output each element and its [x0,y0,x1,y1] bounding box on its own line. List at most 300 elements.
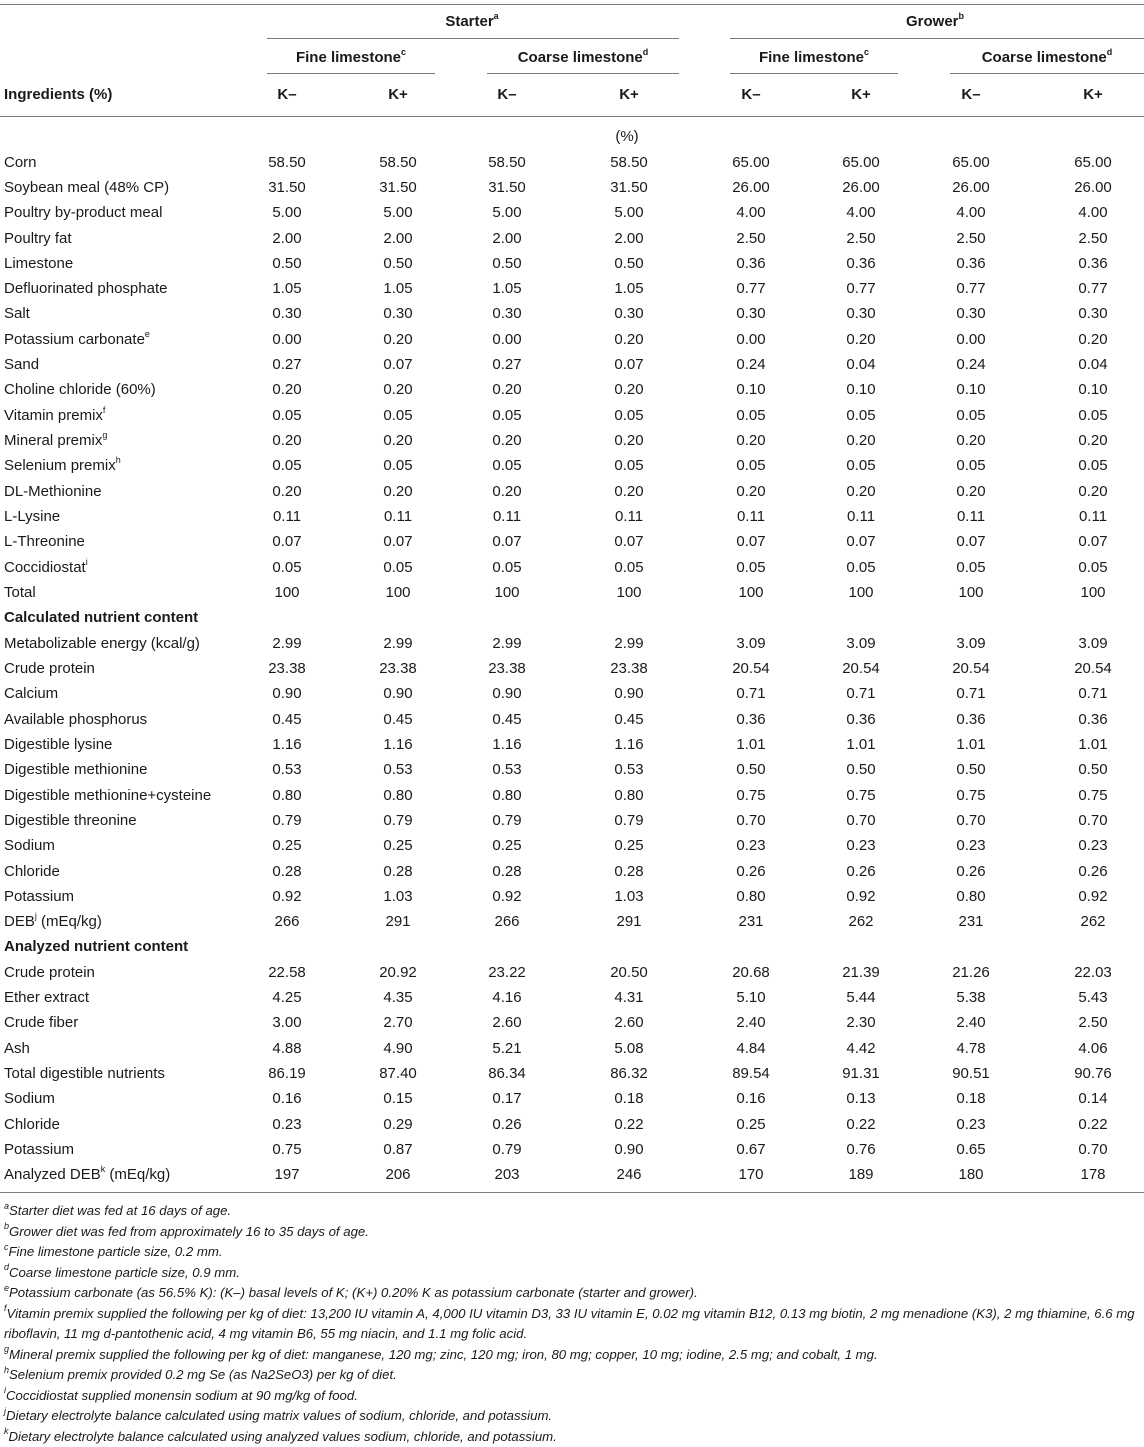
cell-value: 58.50 [589,150,669,175]
cell-value: 0.30 [711,301,791,326]
cell-value: 189 [821,1162,901,1187]
cell-value: 0.75 [247,1137,327,1162]
row-label: Selenium premix$^h$ [4,453,121,478]
cell-value: 0.20 [467,377,547,402]
cell-value: 0.20 [821,479,901,504]
table-row [0,175,1144,200]
row-label: Sodium [4,833,55,858]
cell-value: 0.20 [467,479,547,504]
row-label: L-Lysine [4,504,60,529]
row-label: Ash [4,1036,30,1061]
cell-value: 0.75 [821,783,901,808]
cell-value: 0.71 [1053,681,1133,706]
cell-value: 0.05 [821,403,901,428]
cell-value: 1.01 [821,732,901,757]
row-label: Calcium [4,681,58,706]
row-label: Chloride [4,859,60,884]
cell-value: 0.36 [931,251,1011,276]
cell-value: 4.90 [358,1036,438,1061]
cell-value: 0.20 [931,428,1011,453]
cell-value: 3.09 [1053,631,1133,656]
cell-value: 5.43 [1053,985,1133,1010]
cell-value: 0.07 [247,529,327,554]
table-row [0,732,1144,757]
cell-value: 23.38 [589,656,669,681]
cell-value: 1.05 [589,276,669,301]
cell-value: 0.23 [931,1112,1011,1137]
cell-value: 1.01 [931,732,1011,757]
cell-value: 0.05 [467,555,547,580]
footnote: $^f$Vitamin premix supplied the following per kg of diet: 13,200 IU vitamin A, 4,000 IU vitamin D3, 33 IU vitamin E, 0.02 mg vitamin B12, 0.13 mg biotin, 2 mg menadione (K3), 2 mg thiamine, 6.6 mg riboflavin, 11 mg d-pantothenic acid, 4 mg vitamin B6, 55 mg niacin, and 1.1 mg folic acid. [4,1304,1142,1345]
cell-value: 0.20 [589,479,669,504]
header-grower-coarse: Coarse limestone$^d$ [950,49,1144,67]
cell-value: 4.00 [711,200,791,225]
table-row [0,859,1144,884]
cell-value: 0.20 [821,327,901,352]
cell-value: 0.23 [931,833,1011,858]
cell-value: 5.10 [711,985,791,1010]
cell-value: 0.07 [589,352,669,377]
cell-value: 65.00 [711,150,791,175]
cell-value: 0.53 [589,757,669,782]
header-grower-fine: Fine limestone$^c$ [730,49,898,67]
cell-value: 0.22 [821,1112,901,1137]
cell-value: 0.28 [467,859,547,884]
cell-value: 0.45 [467,707,547,732]
cell-value: 1.05 [247,276,327,301]
cell-value: 0.23 [1053,833,1133,858]
cell-value: 0.92 [247,884,327,909]
cell-value: 0.18 [931,1086,1011,1111]
cell-value: 22.03 [1053,960,1133,985]
cell-value: 0.17 [467,1086,547,1111]
section-title: Analyzed nutrient content [4,934,188,959]
table-row [0,580,1144,605]
cell-value: 0.10 [931,377,1011,402]
cell-value: 0.05 [711,453,791,478]
cell-value: 0.20 [358,479,438,504]
cell-value: 0.05 [358,453,438,478]
table-row [0,1061,1144,1086]
cell-value: 0.92 [1053,884,1133,909]
cell-value: 206 [358,1162,438,1187]
cell-value: 0.90 [358,681,438,706]
grower-rule [730,38,1144,39]
cell-value: 5.08 [589,1036,669,1061]
cell-value: 0.20 [589,428,669,453]
cell-value: 0.36 [711,707,791,732]
cell-value: 0.11 [589,504,669,529]
cell-value: 0.10 [1053,377,1133,402]
cell-value: 0.05 [589,403,669,428]
cell-value: 0.04 [821,352,901,377]
cell-value: 0.30 [358,301,438,326]
cell-value: 5.00 [247,200,327,225]
cell-value: 2.99 [358,631,438,656]
cell-value: 100 [247,580,327,605]
cell-value: 0.65 [931,1137,1011,1162]
cell-value: 0.80 [467,783,547,808]
table-row [0,960,1144,985]
table-row [0,226,1144,251]
footnote: $^c$Fine limestone particle size, 0.2 mm. [4,1242,1142,1263]
cell-value: 0.26 [1053,859,1133,884]
cell-value: 4.78 [931,1036,1011,1061]
cell-value: 0.30 [589,301,669,326]
cell-value: 2.70 [358,1010,438,1035]
row-label: Crude protein [4,960,95,985]
cell-value: 0.07 [589,529,669,554]
table-row [0,377,1144,402]
cell-value: 180 [931,1162,1011,1187]
cell-value: 2.00 [589,226,669,251]
cell-value: 58.50 [247,150,327,175]
cell-value: 0.53 [467,757,547,782]
cell-value: 0.30 [821,301,901,326]
cell-value: 23.22 [467,960,547,985]
cell-value: 0.70 [711,808,791,833]
cell-value: 0.20 [247,479,327,504]
cell-value: 65.00 [821,150,901,175]
cell-value: 0.79 [358,808,438,833]
cell-value: 0.25 [711,1112,791,1137]
cell-value: 0.10 [711,377,791,402]
cell-value: 0.07 [711,529,791,554]
row-label: Potassium [4,884,74,909]
cell-value: 0.20 [358,377,438,402]
cell-value: 0.22 [1053,1112,1133,1137]
starter-rule [267,38,679,39]
cell-value: 0.50 [1053,757,1133,782]
cell-value: 0.27 [467,352,547,377]
cell-value: 20.54 [711,656,791,681]
cell-value: 0.87 [358,1137,438,1162]
cell-value: 0.80 [711,884,791,909]
cell-value: 0.67 [711,1137,791,1162]
cell-value: 20.54 [1053,656,1133,681]
cell-value: 0.30 [467,301,547,326]
cell-value: 0.26 [931,859,1011,884]
header-col-4: K+ [589,86,669,104]
cell-value: 231 [711,909,791,934]
cell-value: 1.01 [1053,732,1133,757]
cell-value: 0.45 [358,707,438,732]
cell-value: 0.11 [931,504,1011,529]
cell-value: 0.20 [711,479,791,504]
cell-value: 20.92 [358,960,438,985]
cell-value: 0.79 [467,808,547,833]
footnote: $^e$Potassium carbonate (as 56.5% K): (K–) basal levels of K; (K+) 0.20% K as potassium carbonate (starter and grower). [4,1283,1142,1304]
cell-value: 0.70 [931,808,1011,833]
table-row [0,656,1144,681]
row-label: Vitamin premix$^f$ [4,403,105,428]
cell-value: 266 [247,909,327,934]
cell-value: 4.88 [247,1036,327,1061]
table-row [0,555,1144,580]
cell-value: 0.00 [247,327,327,352]
cell-value: 91.31 [821,1061,901,1086]
cell-value: 2.60 [589,1010,669,1035]
cell-value: 0.20 [1053,327,1133,352]
cell-value: 5.21 [467,1036,547,1061]
row-label: Defluorinated phosphate [4,276,167,301]
row-label: Potassium [4,1137,74,1162]
cell-value: 23.38 [247,656,327,681]
table-row [0,327,1144,352]
starter-coarse-rule [487,73,679,74]
row-label: Digestible methionine [4,757,147,782]
cell-value: 26.00 [711,175,791,200]
cell-value: 87.40 [358,1061,438,1086]
section-header-row [0,605,1144,630]
row-label: Potassium carbonate$^e$ [4,327,150,352]
row-label: DEB$^j$ (mEq/kg) [4,909,102,934]
header-col-3: K– [467,86,547,104]
cell-value: 0.05 [358,555,438,580]
table-row [0,1112,1144,1137]
cell-value: 5.00 [467,200,547,225]
cell-value: 2.50 [1053,226,1133,251]
table-row [0,529,1144,554]
cell-value: 0.50 [358,251,438,276]
cell-value: 0.26 [821,859,901,884]
cell-value: 0.36 [821,707,901,732]
cell-value: 0.20 [589,377,669,402]
cell-value: 0.71 [821,681,901,706]
cell-value: 5.00 [358,200,438,225]
cell-value: 0.14 [1053,1086,1133,1111]
cell-value: 262 [1053,909,1133,934]
cell-value: 58.50 [358,150,438,175]
cell-value: 266 [467,909,547,934]
cell-value: 0.16 [247,1086,327,1111]
cell-value: 0.70 [1053,1137,1133,1162]
cell-value: 1.16 [467,732,547,757]
cell-value: 100 [358,580,438,605]
cell-value: 1.05 [467,276,547,301]
cell-value: 31.50 [467,175,547,200]
cell-value: 2.00 [467,226,547,251]
cell-value: 0.07 [1053,529,1133,554]
table-row [0,1010,1144,1035]
table-row [0,1162,1144,1187]
cell-value: 0.70 [821,808,901,833]
cell-value: 2.60 [467,1010,547,1035]
row-label: Soybean meal (48% CP) [4,175,169,200]
cell-value: 0.05 [467,403,547,428]
cell-value: 291 [589,909,669,934]
table-row [0,909,1144,934]
footnote: $^b$Grower diet was fed from approximately 16 to 35 days of age. [4,1222,1142,1243]
cell-value: 0.76 [821,1137,901,1162]
row-label: Crude fiber [4,1010,78,1035]
cell-value: 0.79 [247,808,327,833]
header-bottom-rule [0,116,1144,117]
cell-value: 100 [931,580,1011,605]
header-col-6: K+ [821,86,901,104]
cell-value: 0.90 [589,681,669,706]
table-row [0,403,1144,428]
cell-value: 0.11 [1053,504,1133,529]
cell-value: 3.09 [711,631,791,656]
footnote: $^i$Coccidiostat supplied monensin sodium at 90 mg/kg of food. [4,1386,1142,1407]
cell-value: 1.01 [711,732,791,757]
cell-value: 0.90 [247,681,327,706]
cell-value: 20.54 [931,656,1011,681]
cell-value: 0.11 [711,504,791,529]
table-row [0,1086,1144,1111]
row-label: DL-Methionine [4,479,102,504]
cell-value: 0.26 [711,859,791,884]
header-col-7: K– [931,86,1011,104]
cell-value: 4.25 [247,985,327,1010]
table-row [0,1137,1144,1162]
cell-value: 0.05 [931,555,1011,580]
footnote: $^k$Dietary electrolyte balance calculated using analyzed values sodium, chloride, and potassium. [4,1427,1142,1447]
cell-value: 0.07 [358,529,438,554]
cell-value: 86.34 [467,1061,547,1086]
cell-value: 1.05 [358,276,438,301]
table-row [0,757,1144,782]
cell-value: 0.75 [711,783,791,808]
unit-label: (%) [0,125,1144,149]
header-grower: Grower$^b$ [730,13,1140,31]
cell-value: 5.38 [931,985,1011,1010]
cell-value: 0.05 [821,453,901,478]
cell-value: 0.45 [589,707,669,732]
cell-value: 2.30 [821,1010,901,1035]
cell-value: 0.05 [931,453,1011,478]
cell-value: 20.50 [589,960,669,985]
cell-value: 23.38 [467,656,547,681]
cell-value: 2.99 [467,631,547,656]
row-label: Chloride [4,1112,60,1137]
table-row [0,352,1144,377]
cell-value: 89.54 [711,1061,791,1086]
footnote: $^h$Selenium premix provided 0.2 mg Se (as Na2SeO3) per kg of diet. [4,1365,1142,1386]
table-row [0,808,1144,833]
cell-value: 0.28 [589,859,669,884]
cell-value: 0.11 [358,504,438,529]
table-row [0,884,1144,909]
cell-value: 0.05 [589,555,669,580]
cell-value: 0.20 [358,327,438,352]
cell-value: 0.20 [1053,428,1133,453]
row-label: Total [4,580,36,605]
footnotes [4,1201,1142,1447]
cell-value: 0.07 [931,529,1011,554]
cell-value: 0.92 [821,884,901,909]
cell-value: 0.05 [711,555,791,580]
cell-value: 1.16 [589,732,669,757]
table-row [0,479,1144,504]
header-starter-coarse: Coarse limestone$^d$ [487,49,679,67]
cell-value: 3.09 [821,631,901,656]
cell-value: 2.99 [589,631,669,656]
table-row [0,1036,1144,1061]
cell-value: 0.20 [247,428,327,453]
cell-value: 2.50 [821,226,901,251]
cell-value: 31.50 [358,175,438,200]
cell-value: 0.23 [821,833,901,858]
cell-value: 0.05 [247,453,327,478]
cell-value: 2.00 [247,226,327,251]
cell-value: 0.36 [1053,251,1133,276]
cell-value: 0.05 [247,403,327,428]
cell-value: 0.80 [931,884,1011,909]
cell-value: 0.36 [931,707,1011,732]
row-label: Poultry fat [4,226,72,251]
cell-value: 0.05 [931,403,1011,428]
cell-value: 178 [1053,1162,1133,1187]
cell-value: 1.16 [358,732,438,757]
cell-value: 0.50 [931,757,1011,782]
cell-value: 26.00 [931,175,1011,200]
footnote: $^a$Starter diet was fed at 16 days of age. [4,1201,1142,1222]
cell-value: 26.00 [821,175,901,200]
cell-value: 0.11 [821,504,901,529]
cell-value: 0.04 [1053,352,1133,377]
cell-value: 5.00 [589,200,669,225]
row-label: Salt [4,301,30,326]
body-bottom-rule [0,1192,1144,1193]
header-col-2: K+ [358,86,438,104]
cell-value: 0.20 [589,327,669,352]
cell-value: 203 [467,1162,547,1187]
row-label: Mineral premix$^g$ [4,428,107,453]
table-row [0,200,1144,225]
table-row [0,833,1144,858]
cell-value: 0.50 [589,251,669,276]
cell-value: 4.42 [821,1036,901,1061]
cell-value: 0.07 [358,352,438,377]
table-row [0,276,1144,301]
cell-value: 20.68 [711,960,791,985]
row-label: Digestible threonine [4,808,137,833]
cell-value: 0.50 [821,757,901,782]
cell-value: 90.76 [1053,1061,1133,1086]
cell-value: 0.53 [358,757,438,782]
cell-value: 0.36 [821,251,901,276]
cell-value: 0.20 [931,479,1011,504]
cell-value: 2.99 [247,631,327,656]
cell-value: 2.50 [1053,1010,1133,1035]
cell-value: 231 [931,909,1011,934]
cell-value: 0.24 [931,352,1011,377]
cell-value: 0.05 [589,453,669,478]
cell-value: 0.77 [821,276,901,301]
cell-value: 0.25 [358,833,438,858]
cell-value: 0.07 [821,529,901,554]
row-label: Corn [4,150,37,175]
row-label: Ether extract [4,985,89,1010]
row-label: Coccidiostat$^i$ [4,555,88,580]
cell-value: 100 [589,580,669,605]
cell-value: 0.80 [589,783,669,808]
cell-value: 31.50 [247,175,327,200]
table-row [0,681,1144,706]
cell-value: 0.23 [711,833,791,858]
cell-value: 0.11 [467,504,547,529]
row-label: Limestone [4,251,73,276]
row-label: Analyzed DEB$^k$ (mEq/kg) [4,1162,170,1187]
row-label: Total digestible nutrients [4,1061,165,1086]
footnote: $^j$Dietary electrolyte balance calculated using matrix values of sodium, chloride, and potassium. [4,1406,1142,1427]
cell-value: 0.75 [931,783,1011,808]
table-row [0,251,1144,276]
row-label: Sand [4,352,39,377]
cell-value: 0.71 [931,681,1011,706]
